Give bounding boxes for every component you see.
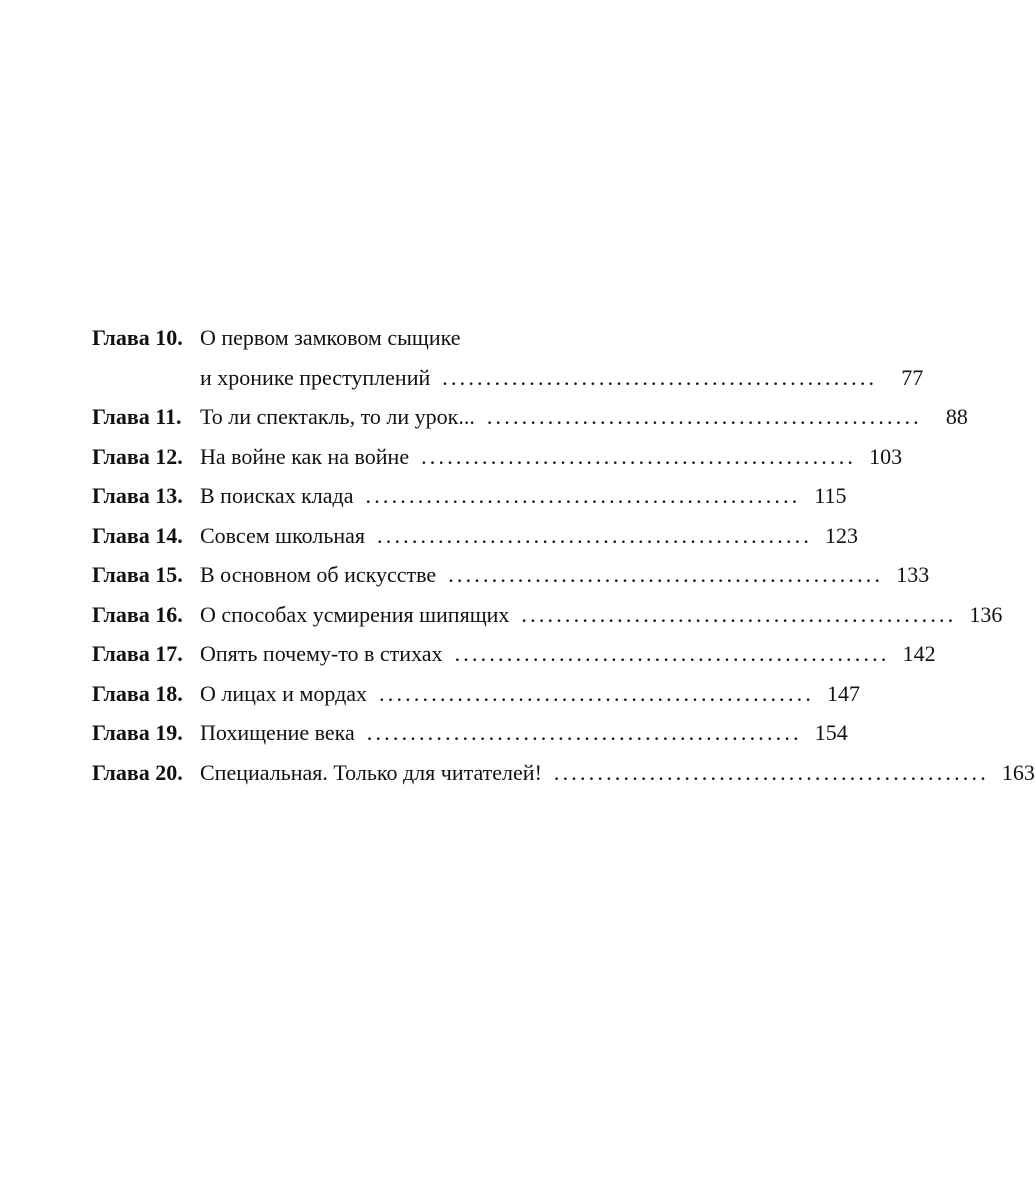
dot-leader: .................................................. <box>454 641 890 666</box>
page-number: 154 <box>814 720 848 745</box>
page-number: 77 <box>901 364 924 390</box>
chapter-label: Глава 13. <box>92 483 183 508</box>
chapter-title: На войне как на войне <box>200 443 410 469</box>
chapter-label: Глава 16. <box>92 601 183 627</box>
chapter-title: В поисках клада <box>200 483 354 508</box>
toc-entry-chapter-10 <box>92 318 724 358</box>
page-number: 115 <box>814 483 847 508</box>
chapter-title: То ли спектакль, то ли урок... <box>200 404 475 429</box>
chapter-title: Опять почему-то в стихах <box>200 641 443 666</box>
toc-entry-chapter-13 <box>92 476 847 516</box>
chapter-title: Совсем школьная <box>200 522 366 548</box>
page-number: 147 <box>827 680 861 706</box>
dot-leader: .................................................. <box>448 562 884 587</box>
toc-entry-chapter-19 <box>92 713 848 753</box>
dot-leader: .................................................. <box>421 443 857 469</box>
chapter-title: Специальная. Только для читателей! <box>200 759 542 785</box>
dot-leader: .................................................. <box>379 680 815 706</box>
chapter-title: В основном об искусстве <box>200 562 437 587</box>
toc-entry-chapter-15 <box>92 555 930 595</box>
toc-entry-chapter-12 <box>92 437 903 477</box>
toc-entry-chapter-20 <box>92 753 1035 793</box>
toc-entry-chapter-10-continued <box>92 358 924 398</box>
page-number: 88 <box>945 404 968 429</box>
chapter-label: Глава 14. <box>92 522 183 548</box>
toc-entry-chapter-16 <box>92 595 1003 635</box>
dot-leader: .................................................. <box>377 522 813 548</box>
chapter-label: Глава 10. <box>92 325 183 350</box>
page-number: 103 <box>869 443 903 469</box>
toc-entry-chapter-11 <box>92 397 968 437</box>
page-number: 136 <box>969 601 1003 627</box>
chapter-title: Похищение века <box>200 720 355 745</box>
table-of-contents <box>92 318 1035 792</box>
dot-leader: .................................................. <box>486 404 922 429</box>
dot-leader: .................................................. <box>553 759 989 785</box>
chapter-title: и хронике преступлений <box>200 364 431 390</box>
dot-leader: .................................................. <box>442 364 878 390</box>
chapter-label: Глава 17. <box>92 641 183 666</box>
chapter-label: Глава 11. <box>92 404 182 429</box>
chapter-label: Глава 20. <box>92 759 183 785</box>
page-number: 123 <box>825 522 859 548</box>
chapter-title: О лицах и мордах <box>200 680 368 706</box>
chapter-title: О первом замковом сыщике <box>200 325 461 350</box>
chapter-label: Глава 18. <box>92 680 183 706</box>
chapter-label: Глава 12. <box>92 443 183 469</box>
page-number: 133 <box>896 562 930 587</box>
chapter-title: О способах усмирения шипящих <box>200 601 510 627</box>
page-number: 163 <box>1001 759 1035 785</box>
dot-leader: .................................................. <box>521 601 957 627</box>
chapter-label: Глава 19. <box>92 720 183 745</box>
dot-leader: .................................................. <box>365 483 801 508</box>
toc-entry-chapter-17 <box>92 634 936 674</box>
chapter-label: Глава 15. <box>92 562 183 587</box>
toc-entry-chapter-14 <box>92 516 859 556</box>
page-number: 142 <box>902 641 936 666</box>
toc-entry-chapter-18 <box>92 674 861 714</box>
dot-leader: .................................................. <box>366 720 802 745</box>
